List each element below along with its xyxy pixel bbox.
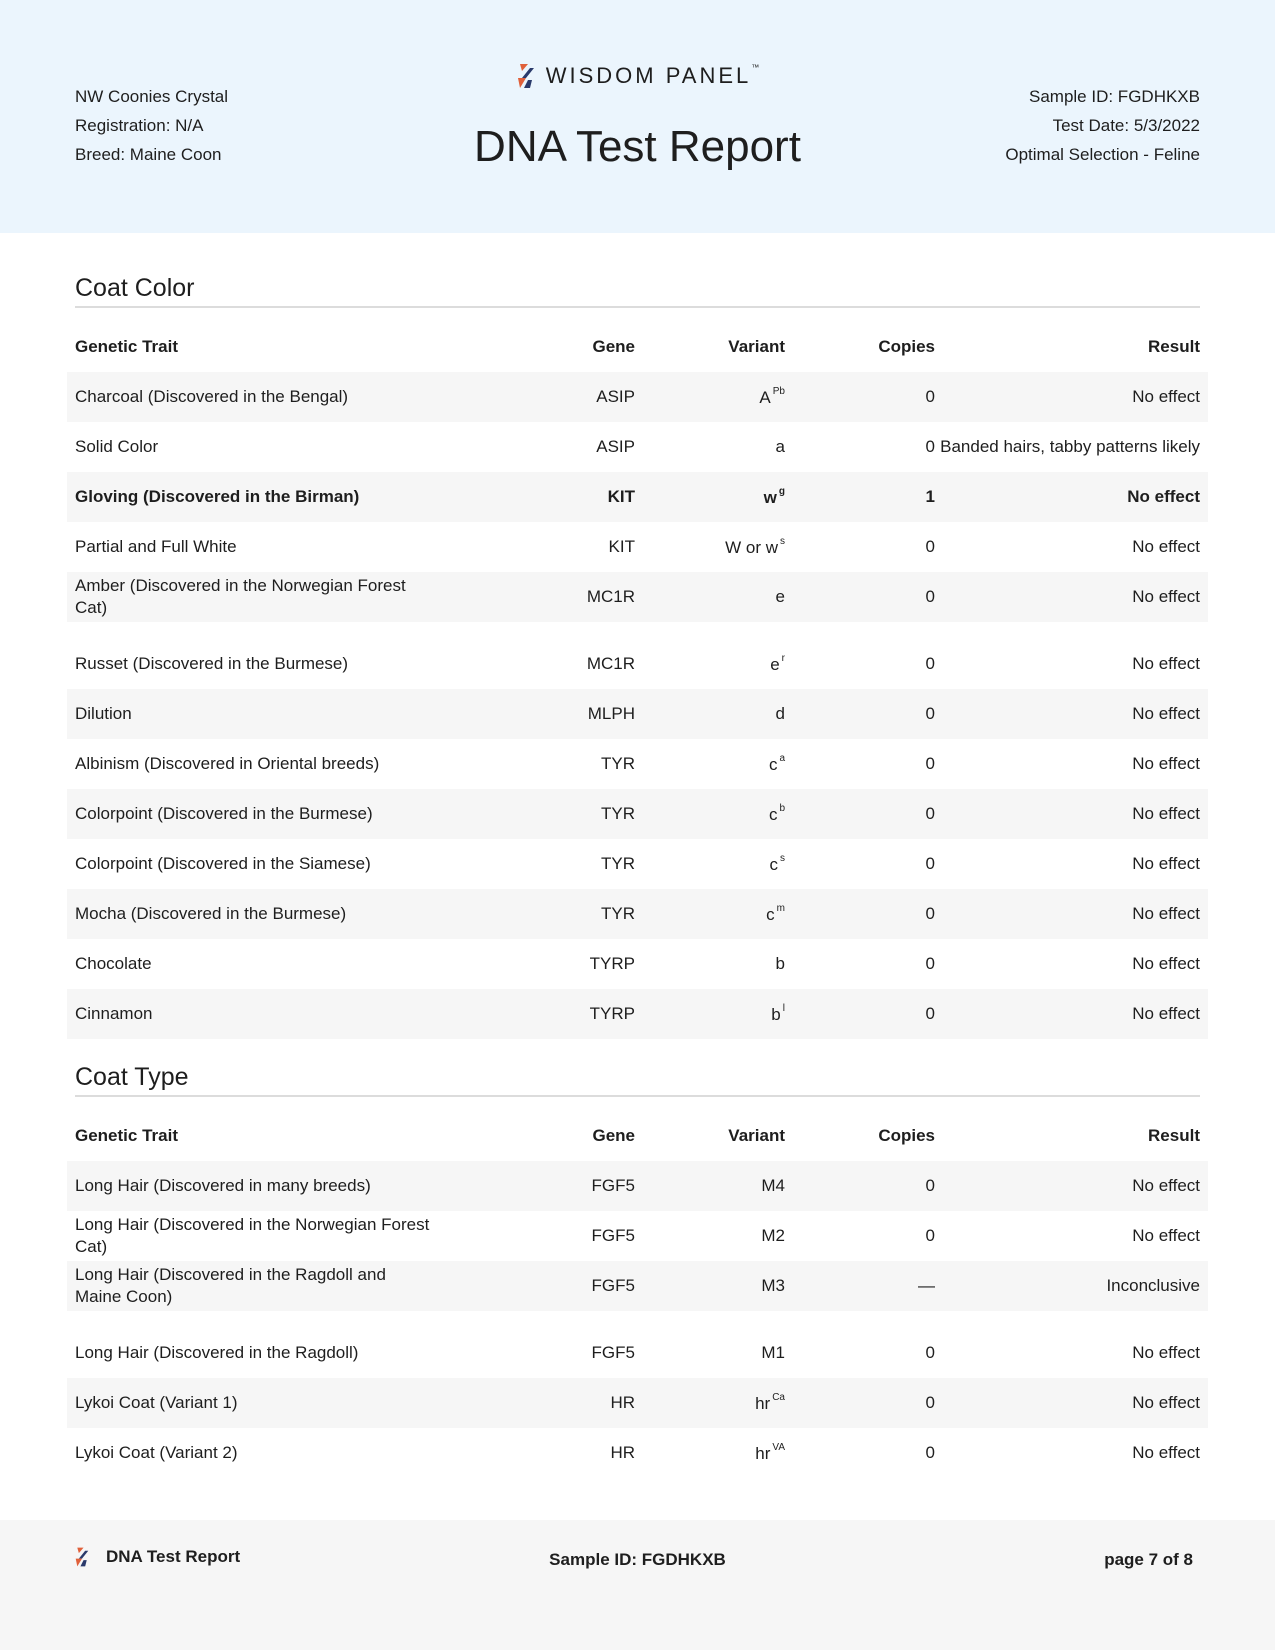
column-header-variant: Variant <box>728 1126 785 1145</box>
gene-cell-text: TYRP <box>589 1004 635 1023</box>
copies-cell-text: 0 <box>925 387 935 406</box>
variant-cell <box>635 1176 785 1196</box>
trait-cell <box>67 436 435 458</box>
test-date: Test Date: 5/3/2022 <box>1052 116 1200 135</box>
footer-title: DNA Test Report <box>106 1547 241 1566</box>
variant-cell-text: W or w <box>725 538 778 557</box>
copies-cell <box>785 1393 935 1413</box>
table-row <box>67 989 1208 1039</box>
table-row <box>67 572 1208 622</box>
row-spacer <box>67 1311 1208 1328</box>
copies-cell-text: 0 <box>925 1443 935 1462</box>
allele-superscript: m <box>776 903 785 914</box>
result-cell <box>935 1343 1208 1363</box>
trait-cell <box>67 653 435 675</box>
result-cell-text: Banded hairs, tabby patterns likely <box>940 437 1200 456</box>
column-header-copies: Copies <box>878 1126 935 1145</box>
table-row <box>67 1328 1208 1378</box>
copies-cell-text: 0 <box>925 754 935 773</box>
allele-superscript: VA <box>772 1442 785 1453</box>
gene-cell-text: TYR <box>601 754 635 773</box>
gene-cell-text: TYR <box>601 804 635 823</box>
column-header-trait: Genetic Trait <box>75 1126 178 1145</box>
trait-cell-text: Long Hair (Discovered in many breeds) <box>75 1176 371 1195</box>
variant-cell-text: hr <box>755 1444 771 1463</box>
product-name: Optimal Selection - Feline <box>1005 145 1200 164</box>
gene-cell <box>435 437 635 457</box>
variant-cell-text: hr <box>755 1394 771 1413</box>
result-cell <box>935 1004 1208 1024</box>
trait-cell-text: Albinism (Discovered in Oriental breeds) <box>75 754 380 773</box>
copies-cell <box>785 754 935 774</box>
variant-cell <box>635 1276 785 1296</box>
trait-cell <box>67 803 435 825</box>
copies-cell <box>785 487 935 507</box>
variant-cell <box>635 1392 785 1414</box>
variant-cell-text: A <box>759 388 771 407</box>
copies-cell <box>785 1226 935 1246</box>
copies-cell-text: 0 <box>925 537 935 556</box>
copies-cell-text: 0 <box>925 854 935 873</box>
result-cell <box>935 1176 1208 1196</box>
variant-cell-text: e <box>770 655 780 674</box>
trait-cell <box>67 1342 435 1364</box>
trait-cell <box>67 1392 435 1414</box>
variant-cell-text: c <box>768 755 778 774</box>
trait-cell <box>67 853 435 875</box>
table-header <box>67 322 1208 372</box>
result-cell-text: No effect <box>1132 1393 1200 1412</box>
result-cell-text: No effect <box>1132 387 1200 406</box>
table-row <box>67 1211 1208 1261</box>
result-cell <box>935 904 1208 924</box>
gene-cell-text: FGF5 <box>591 1276 635 1295</box>
table-row <box>67 789 1208 839</box>
result-cell <box>935 954 1208 974</box>
gene-cell <box>435 954 635 974</box>
table-row <box>67 1161 1208 1211</box>
table-row <box>67 422 1208 472</box>
allele-superscript: l <box>782 1003 785 1014</box>
trait-cell-text: Chocolate <box>75 954 152 973</box>
variant-cell <box>635 1003 785 1025</box>
result-cell-text: No effect <box>1132 1226 1200 1245</box>
trait-cell-text: Long Hair (Discovered in the Ragdoll) <box>75 1343 359 1362</box>
trait-cell <box>67 753 435 775</box>
result-cell <box>935 537 1208 557</box>
variant-cell-text: c <box>769 855 778 874</box>
coat-color-rows <box>67 372 1208 1039</box>
column-header-gene: Gene <box>592 337 635 356</box>
variant-cell <box>635 587 785 607</box>
copies-cell <box>785 804 935 824</box>
gene-cell <box>435 487 635 507</box>
gene-cell <box>435 1393 635 1413</box>
result-cell <box>935 854 1208 874</box>
copies-cell <box>785 654 935 674</box>
section-title: Coat Color <box>75 272 1200 308</box>
table-row <box>67 522 1208 572</box>
trait-cell-text: Colorpoint (Discovered in the Siamese) <box>75 854 371 873</box>
table-header <box>67 1111 1208 1161</box>
variant-cell <box>635 753 785 775</box>
variant-cell <box>635 536 785 558</box>
trait-cell-text: Long Hair (Discovered in the Norwegian Forest Cat) <box>75 1215 430 1256</box>
gene-cell <box>435 704 635 724</box>
result-cell <box>935 1226 1208 1246</box>
variant-cell <box>635 386 785 408</box>
copies-cell <box>785 1176 935 1196</box>
copies-cell-text: 1 <box>925 487 935 506</box>
result-cell <box>935 437 1208 457</box>
copies-cell <box>782 1003 935 1024</box>
trait-cell-text: Dilution <box>75 704 132 723</box>
variant-cell <box>635 903 785 925</box>
variant-cell-text: b <box>775 954 785 973</box>
variant-cell-text: d <box>775 704 785 723</box>
trait-cell-text: Gloving (Discovered in the Birman) <box>75 487 360 506</box>
table-row <box>67 939 1208 989</box>
trademark: ™ <box>751 63 760 72</box>
column-header-gene: Gene <box>592 1126 635 1145</box>
result-cell-text: No effect <box>1132 1443 1200 1462</box>
copies-cell-text: 0 <box>925 954 935 973</box>
trait-cell <box>67 1175 435 1197</box>
result-cell <box>935 704 1208 724</box>
variant-cell <box>635 486 785 508</box>
gene-cell-text: FGF5 <box>591 1176 635 1195</box>
result-cell-text: Inconclusive <box>1106 1276 1200 1295</box>
copies-cell <box>785 904 935 924</box>
result-cell <box>935 1393 1208 1413</box>
variant-cell <box>635 853 785 875</box>
gene-cell <box>435 854 635 874</box>
sample-id: Sample ID: FGDHKXB <box>1029 87 1200 106</box>
copies-cell-text: 0 <box>925 654 935 673</box>
gene-cell-text: ASIP <box>596 387 635 406</box>
table-row <box>67 372 1208 422</box>
gene-cell-text: MC1R <box>586 587 635 606</box>
trait-cell <box>67 536 435 558</box>
allele-superscript: s <box>780 536 785 547</box>
variant-cell-text: a <box>775 437 785 456</box>
gene-cell <box>435 1276 635 1296</box>
table-row <box>67 689 1208 739</box>
allele-superscript: b <box>779 803 785 814</box>
copies-cell-text: 0 <box>925 904 935 923</box>
copies-cell-text: 0 <box>925 1226 935 1245</box>
trait-cell-text: Lykoi Coat (Variant 1) <box>75 1393 238 1412</box>
result-cell-text: No effect <box>1132 904 1200 923</box>
copies-cell-text: 0 <box>925 1176 935 1195</box>
trait-cell <box>67 1214 435 1258</box>
breed: Breed: Maine Coon <box>75 145 222 164</box>
copies-cell-text: 0 <box>925 587 935 606</box>
variant-cell-text: w <box>763 488 777 507</box>
gene-cell <box>435 1004 635 1024</box>
table-row <box>67 889 1208 939</box>
column-header-result: Result <box>1148 1126 1200 1145</box>
registration: Registration: N/A <box>75 116 204 135</box>
gene-cell <box>435 537 635 557</box>
column-header-copies: Copies <box>878 337 935 356</box>
variant-cell-text: M3 <box>761 1276 785 1295</box>
trait-cell <box>67 953 435 975</box>
copies-cell <box>785 1443 935 1463</box>
result-cell <box>935 1443 1208 1463</box>
result-cell <box>935 754 1208 774</box>
gene-cell-text: TYR <box>601 854 635 873</box>
page-footer <box>0 1520 1275 1650</box>
trait-cell-text: Cinnamon <box>75 1004 153 1023</box>
trait-cell <box>67 1264 435 1308</box>
table-row <box>67 1261 1208 1311</box>
gene-cell <box>435 587 635 607</box>
column-header-result: Result <box>1148 337 1200 356</box>
copies-cell-text: 0 <box>925 704 935 723</box>
result-cell-text: No effect <box>1132 537 1200 556</box>
gene-cell <box>435 1343 635 1363</box>
trait-cell <box>67 486 435 508</box>
copies-cell <box>785 1276 935 1296</box>
footer-sample-id: Sample ID: FGDHKXB <box>549 1550 726 1569</box>
gene-cell <box>435 1176 635 1196</box>
trait-cell-text: Solid Color <box>75 437 159 456</box>
gene-cell-text: MC1R <box>586 654 635 673</box>
trait-cell-text: Partial and Full White <box>75 537 237 556</box>
variant-cell-text: c <box>768 805 778 824</box>
trait-cell-text: Mocha (Discovered in the Burmese) <box>75 904 347 923</box>
variant-cell-text: c <box>766 905 775 924</box>
report-header <box>0 0 1275 233</box>
result-cell-text: No effect <box>1132 1176 1200 1195</box>
gene-cell <box>435 904 635 924</box>
copies-cell <box>785 437 935 457</box>
table-row <box>67 839 1208 889</box>
allele-superscript: Pb <box>772 386 785 397</box>
coat-type-section <box>67 1061 1208 1478</box>
variant-cell <box>635 653 785 675</box>
variant-cell-text: M2 <box>761 1226 785 1245</box>
copies-cell-text: 0 <box>925 1343 935 1362</box>
gene-cell-text: HR <box>610 1443 635 1462</box>
allele-superscript: g <box>778 486 785 497</box>
gene-cell-text: ASIP <box>596 437 635 456</box>
copies-cell <box>785 854 935 874</box>
allele-superscript: a <box>779 753 785 764</box>
allele-superscript: s <box>780 853 785 864</box>
cat-name: NW Coonies Crystal <box>75 87 229 106</box>
trait-cell <box>67 575 435 619</box>
sample-info <box>1005 82 1200 169</box>
wisdom-panel-logo-icon <box>516 62 536 90</box>
coat-color-section <box>67 272 1208 1039</box>
trait-cell <box>67 1442 435 1464</box>
copies-cell <box>785 1343 935 1363</box>
result-cell <box>935 487 1208 507</box>
allele-superscript: Ca <box>772 1392 785 1403</box>
trait-cell-text: Charcoal (Discovered in the Bengal) <box>75 387 349 406</box>
result-cell <box>935 387 1208 407</box>
trait-cell-text: Lykoi Coat (Variant 2) <box>75 1443 238 1462</box>
gene-cell-text: FGF5 <box>591 1343 635 1362</box>
gene-cell-text: MLPH <box>587 704 635 723</box>
row-spacer <box>67 622 1208 639</box>
trait-cell <box>67 703 435 725</box>
variant-cell-text: e <box>775 587 785 606</box>
page-title: DNA Test Report <box>474 122 801 171</box>
result-cell <box>935 804 1208 824</box>
result-cell-text: No effect <box>1132 854 1200 873</box>
coat-type-rows <box>67 1161 1208 1478</box>
table-row <box>67 639 1208 689</box>
gene-cell-text: TYRP <box>589 954 635 973</box>
copies-cell-text: 0 <box>925 437 935 456</box>
table-row <box>67 739 1208 789</box>
result-cell-text: No effect <box>1132 704 1200 723</box>
trait-cell <box>67 1003 435 1025</box>
section-title: Coat Type <box>75 1061 1200 1097</box>
variant-cell-text: M1 <box>761 1343 785 1362</box>
trait-cell-text: Amber (Discovered in the Norwegian Forest Cat) <box>75 576 406 617</box>
copies-cell-text: 0 <box>925 1393 935 1412</box>
result-cell-text: No effect <box>1132 654 1200 673</box>
result-cell <box>935 654 1208 674</box>
variant-cell <box>635 437 785 457</box>
trait-cell-text: Russet (Discovered in the Burmese) <box>75 654 349 673</box>
result-cell <box>935 1276 1208 1296</box>
gene-cell-text: KIT <box>607 487 635 506</box>
result-cell-text: No effect <box>1132 1004 1200 1023</box>
variant-cell-text: b <box>771 1005 781 1024</box>
gene-cell-text: HR <box>610 1393 635 1412</box>
gene-cell <box>435 754 635 774</box>
result-cell-text: No effect <box>1132 587 1200 606</box>
trait-cell-text: Colorpoint (Discovered in the Burmese) <box>75 804 373 823</box>
gene-cell <box>435 1443 635 1463</box>
table-row <box>67 1428 1208 1478</box>
result-cell <box>935 587 1208 607</box>
page-number: page 7 of 8 <box>1104 1550 1193 1569</box>
result-cell-text: No effect <box>1132 1343 1200 1362</box>
copies-cell <box>785 387 935 407</box>
copies-cell-text: 0 <box>925 1004 935 1023</box>
gene-cell-text: TYR <box>601 904 635 923</box>
trait-cell <box>67 903 435 925</box>
table-row <box>67 472 1208 522</box>
brand-name: WISDOM PANEL™ <box>545 63 760 88</box>
variant-cell <box>635 1343 785 1363</box>
copies-cell <box>785 587 935 607</box>
variant-cell-text: M4 <box>761 1176 785 1195</box>
variant-cell <box>635 803 785 825</box>
copies-cell-text: 0 <box>925 804 935 823</box>
variant-cell <box>635 1226 785 1246</box>
gene-cell <box>435 804 635 824</box>
trait-cell <box>67 386 435 408</box>
variant-cell <box>635 954 785 974</box>
result-cell-text: No effect <box>1132 804 1200 823</box>
column-header-trait: Genetic Trait <box>75 337 178 356</box>
table-row <box>67 1378 1208 1428</box>
gene-cell-text: FGF5 <box>591 1226 635 1245</box>
copies-cell-text: — <box>918 1276 935 1295</box>
copies-cell <box>785 704 935 724</box>
result-cell-text: No effect <box>1127 487 1200 506</box>
result-cell-text: No effect <box>1132 754 1200 773</box>
gene-cell-text: KIT <box>608 537 635 556</box>
column-header-variant: Variant <box>728 337 785 356</box>
variant-cell <box>635 1442 785 1464</box>
gene-cell <box>435 1226 635 1246</box>
copies-cell <box>785 537 935 557</box>
copies-cell <box>785 954 935 974</box>
trait-cell-text: Long Hair (Discovered in the Ragdoll and Maine Coon) <box>75 1265 386 1306</box>
variant-cell <box>635 704 785 724</box>
allele-superscript: r <box>781 653 785 664</box>
gene-cell <box>435 654 635 674</box>
result-cell-text: No effect <box>1132 954 1200 973</box>
gene-cell <box>435 387 635 407</box>
